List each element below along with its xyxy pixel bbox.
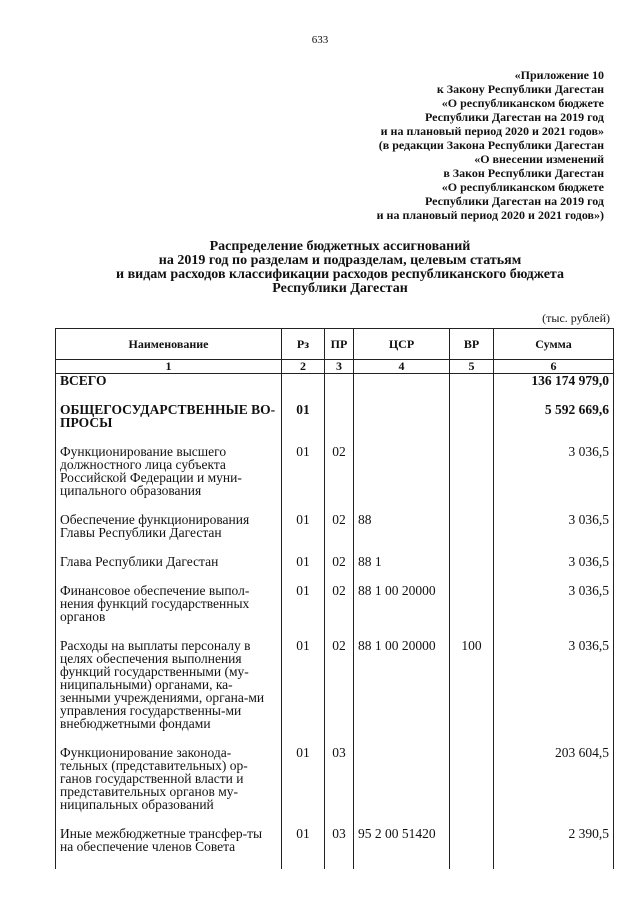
- header-vr: ВР: [450, 329, 494, 360]
- cell-vr: [450, 584, 494, 639]
- cell-rz: 01: [282, 513, 325, 555]
- cell-rz: 01: [282, 639, 325, 746]
- cell-pr: 02: [325, 445, 354, 513]
- column-number: 3: [325, 360, 354, 374]
- cell-sum: 3 036,5: [494, 445, 614, 513]
- cell-rz: 01: [282, 403, 325, 445]
- cell-rz: 01: [282, 584, 325, 639]
- cell-name: Иные межбюджетные трансфер-ты на обеспечение членов Совета: [56, 827, 282, 869]
- column-number: 6: [494, 360, 614, 374]
- table-row: [56, 584, 614, 639]
- column-number: 4: [354, 360, 450, 374]
- appendix-line: и на плановый период 2020 и 2021 годов»): [376, 208, 604, 222]
- column-number: 2: [282, 360, 325, 374]
- table-row: [56, 555, 614, 584]
- table-row: [56, 403, 614, 445]
- cell-name: Функционирование высшего должностного лица субъекта Российской Федерации и муни-ципального образования: [56, 445, 282, 513]
- cell-rz: 01: [282, 827, 325, 869]
- table-row: [56, 827, 614, 869]
- title-line: Республики Дагестан: [272, 281, 408, 296]
- cell-name: Функционирование законода-тельных (представительных) ор-ганов государственной власти и представительных органов му-ниципальных образований: [56, 746, 282, 827]
- column-number: 1: [56, 360, 282, 374]
- appendix-line: Республики Дагестан на 2019 год: [425, 110, 604, 124]
- cell-sum: 3 036,5: [494, 555, 614, 584]
- budget-table: [55, 328, 614, 869]
- cell-sum: 5 592 669,6: [494, 403, 614, 445]
- cell-vr: [450, 555, 494, 584]
- appendix-line: «О республиканском бюджете: [441, 96, 604, 110]
- cell-pr: 02: [325, 513, 354, 555]
- cell-pr: [325, 403, 354, 445]
- cell-pr: 02: [325, 639, 354, 746]
- cell-pr: [325, 374, 354, 404]
- cell-csr: 88 1: [354, 555, 450, 584]
- title-line: Распределение бюджетных ассигнований: [209, 239, 471, 254]
- table-row: [56, 746, 614, 827]
- cell-name: ОБЩЕГОСУДАРСТВЕННЫЕ ВО-ПРОСЫ: [56, 403, 282, 445]
- appendix-line: «О внесении изменений: [474, 152, 604, 166]
- cell-name: Глава Республики Дагестан: [56, 555, 282, 584]
- cell-rz: 01: [282, 445, 325, 513]
- cell-name: Финансовое обеспечение выпол-нения функций государственных органов: [56, 584, 282, 639]
- column-number: 5: [450, 360, 494, 374]
- appendix-line: в Закон Республики Дагестан: [443, 166, 604, 180]
- header-name: Наименование: [56, 329, 282, 360]
- cell-sum: 3 036,5: [494, 584, 614, 639]
- table-row: [56, 445, 614, 513]
- document-title: [60, 240, 620, 296]
- cell-vr: [450, 827, 494, 869]
- appendix-line: (в редакции Закона Республики Дагестан: [378, 138, 604, 152]
- appendix-line: «О республиканском бюджете: [441, 180, 604, 194]
- table-row: [56, 639, 614, 746]
- cell-vr: [450, 374, 494, 404]
- header-csr: ЦСР: [354, 329, 450, 360]
- title-line: на 2019 год по разделам и подразделам, целевым статьям: [158, 253, 522, 268]
- cell-csr: 88 1 00 20000: [354, 639, 450, 746]
- cell-csr: 88: [354, 513, 450, 555]
- appendix-line: Республики Дагестан на 2019 год: [425, 194, 604, 208]
- cell-csr: 95 2 00 51420: [354, 827, 450, 869]
- cell-sum: 136 174 979,0: [494, 374, 614, 404]
- header-sum: Сумма: [494, 329, 614, 360]
- column-number-row: [56, 360, 614, 374]
- appendix-line: «Приложение 10: [514, 68, 604, 82]
- cell-sum: 2 390,5: [494, 827, 614, 869]
- cell-pr: 02: [325, 555, 354, 584]
- cell-csr: [354, 746, 450, 827]
- cell-csr: [354, 403, 450, 445]
- cell-vr: [450, 403, 494, 445]
- cell-csr: [354, 374, 450, 404]
- cell-csr: [354, 445, 450, 513]
- cell-name: Расходы на выплаты персоналу в целях обеспечения выполнения функций государственными (му-ниципальными) органами, ка-зенными учреждениями, органа-ми управления государственны-ми внебюджетными фондами: [56, 639, 282, 746]
- cell-pr: 03: [325, 746, 354, 827]
- cell-rz: [282, 374, 325, 404]
- cell-pr: 03: [325, 827, 354, 869]
- appendix-line: и на плановый период 2020 и 2021 годов»: [380, 124, 604, 138]
- appendix-line: к Закону Республики Дагестан: [436, 82, 604, 96]
- appendix-header: [304, 68, 604, 222]
- cell-rz: 01: [282, 746, 325, 827]
- table-header-row: [56, 329, 614, 360]
- cell-rz: 01: [282, 555, 325, 584]
- table-row: [56, 374, 614, 404]
- cell-vr: [450, 445, 494, 513]
- cell-sum: 3 036,5: [494, 639, 614, 746]
- cell-name: Обеспечение функционирования Главы Республики Дагестан: [56, 513, 282, 555]
- cell-name: ВСЕГО: [56, 374, 282, 404]
- cell-csr: 88 1 00 20000: [354, 584, 450, 639]
- header-rz: Рз: [282, 329, 325, 360]
- table-row: [56, 513, 614, 555]
- header-pr: ПР: [325, 329, 354, 360]
- cell-sum: 203 604,5: [494, 746, 614, 827]
- cell-vr: [450, 746, 494, 827]
- cell-vr: 100: [450, 639, 494, 746]
- title-line: и видам расходов классификации расходов республиканского бюджета: [116, 267, 564, 282]
- cell-sum: 3 036,5: [494, 513, 614, 555]
- cell-pr: 02: [325, 584, 354, 639]
- cell-vr: [450, 513, 494, 555]
- units-label: (тыс. рублей): [542, 311, 610, 325]
- page-number: 633: [311, 34, 329, 46]
